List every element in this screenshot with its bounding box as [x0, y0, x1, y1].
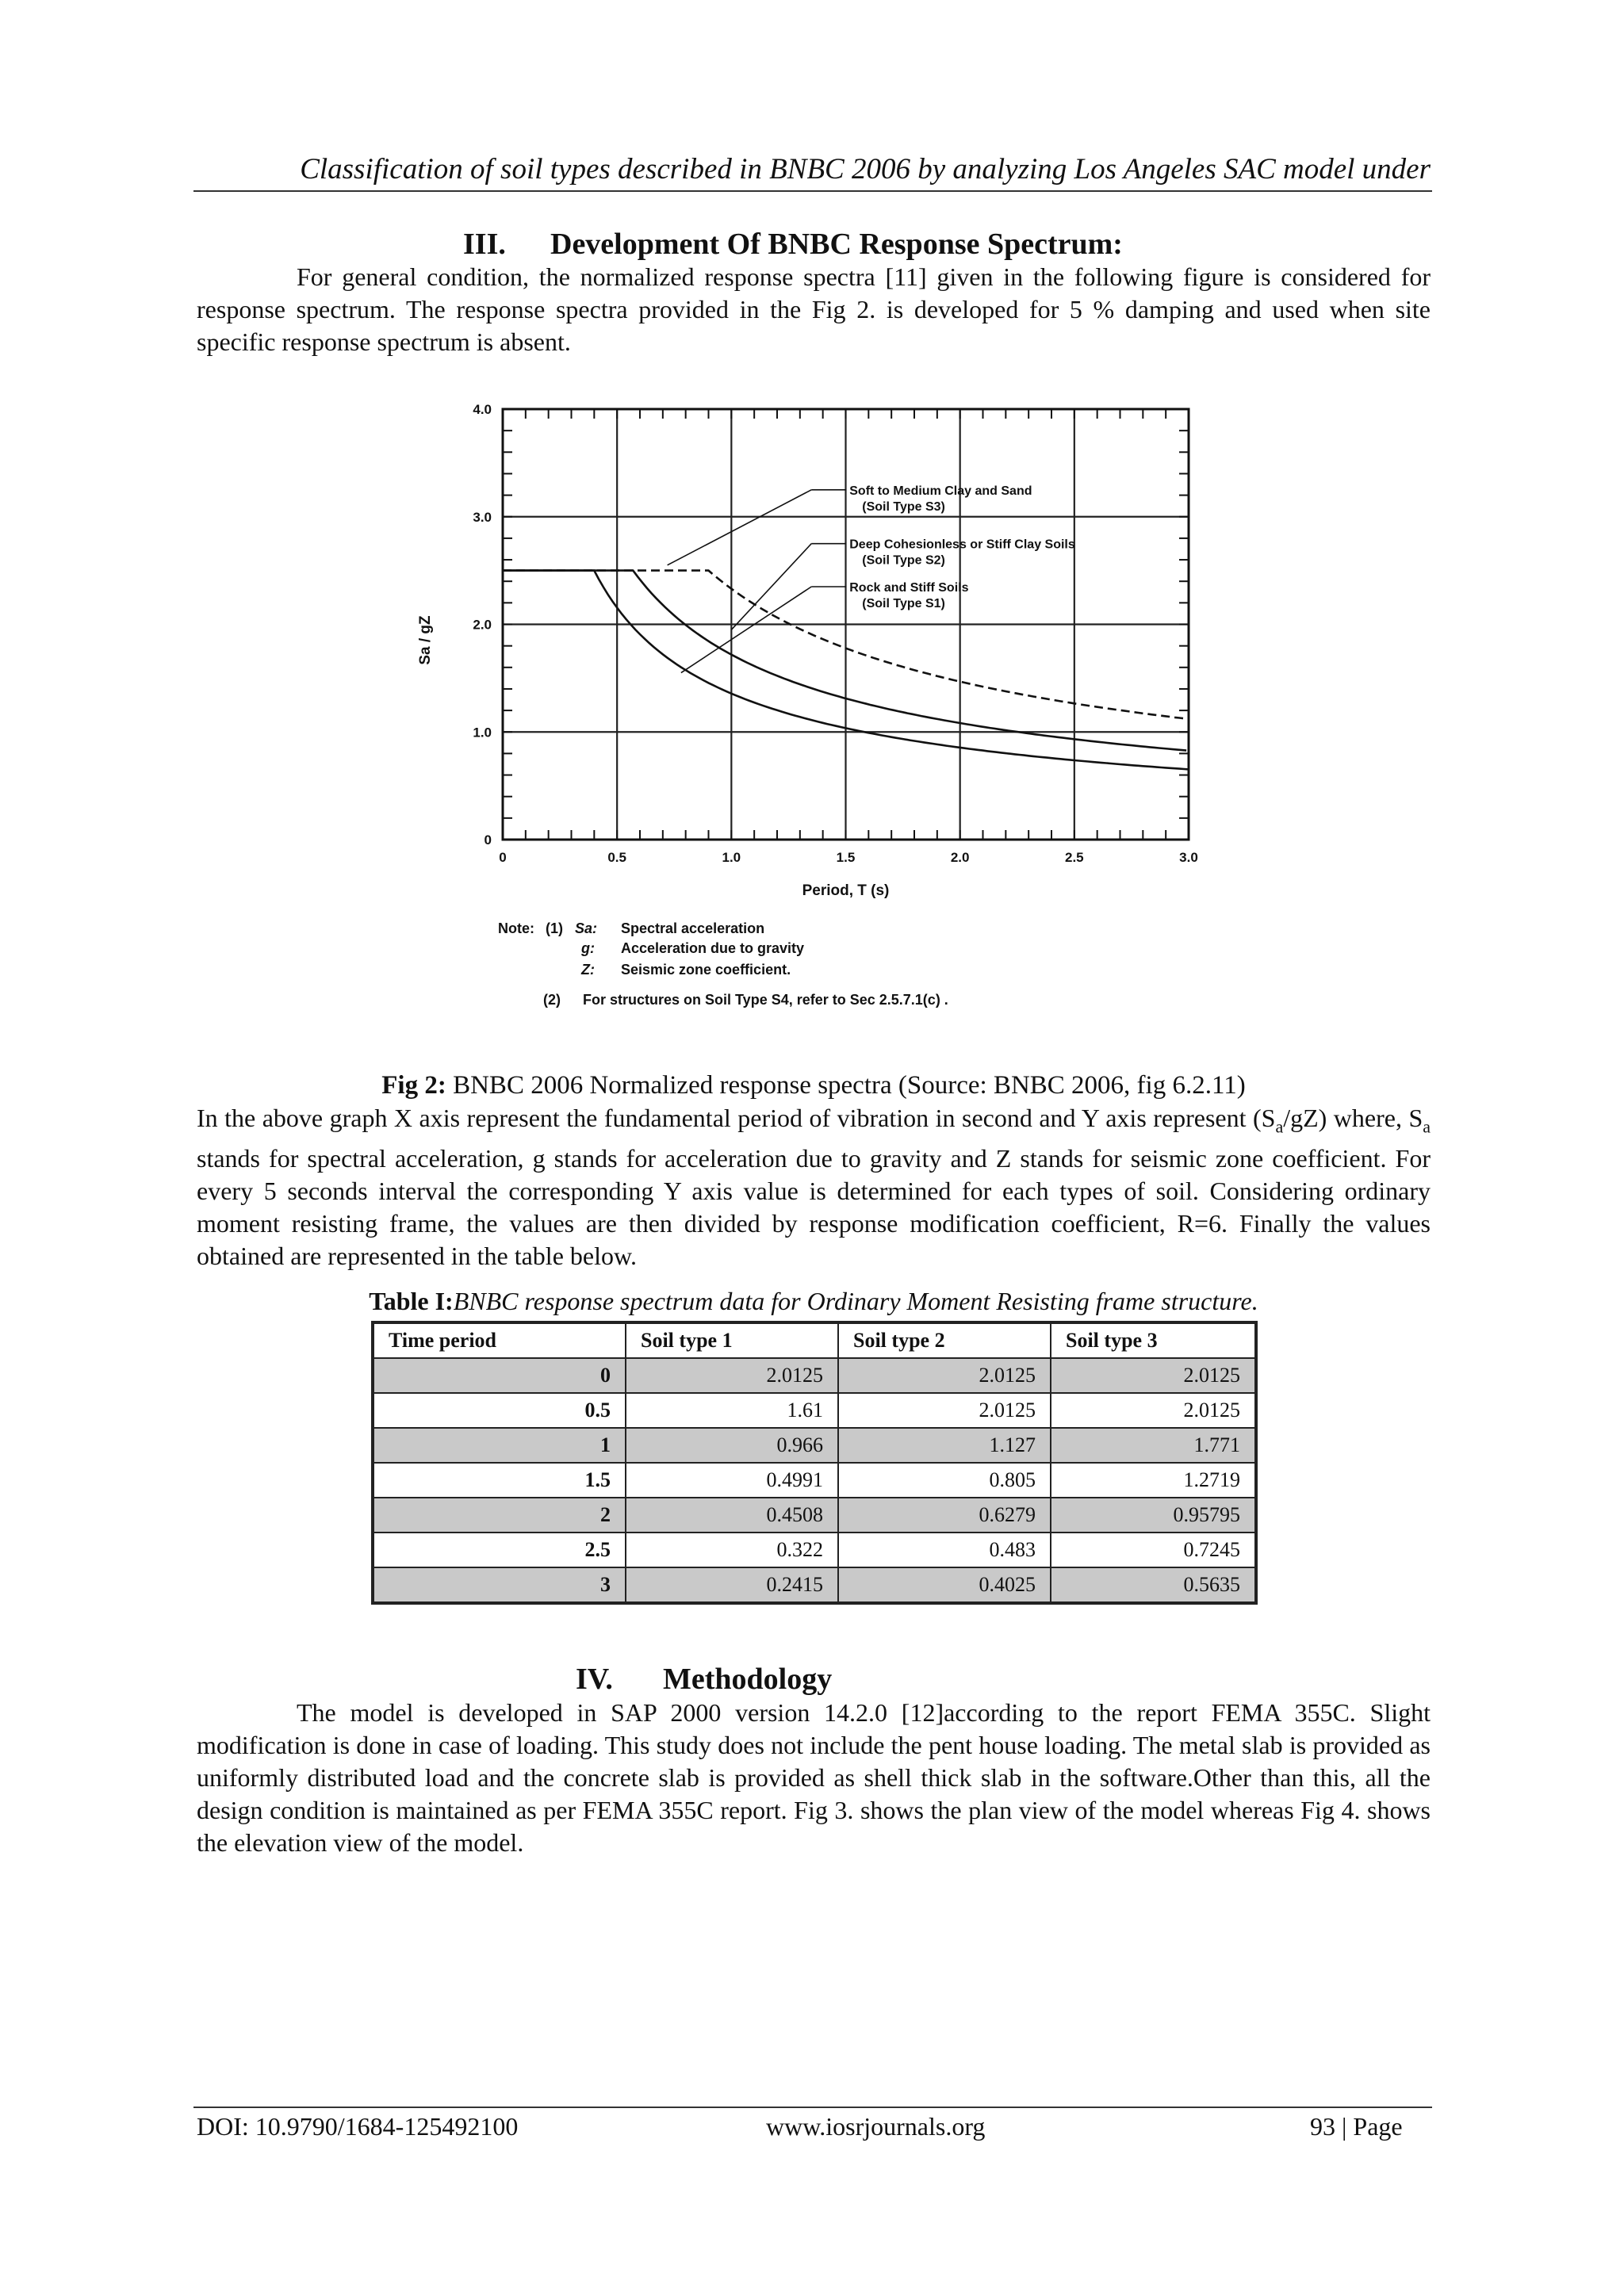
cell-soil2: 2.0125	[838, 1393, 1051, 1428]
footer-doi: DOI: 10.9790/1684-125492100	[197, 2112, 519, 2141]
note-g-text: Acceleration due to gravity	[621, 940, 805, 956]
x-tick-label: 1.5	[836, 850, 856, 865]
cell-soil2: 0.805	[838, 1463, 1051, 1498]
note-1-marker: (1)	[546, 920, 563, 936]
table-caption-text: BNBC response spectrum data for Ordinary Moment Resisting frame structure.	[453, 1287, 1258, 1315]
table-row	[373, 1358, 1256, 1393]
chart-labels	[417, 402, 1198, 899]
cell-soil1: 0.4991	[626, 1463, 838, 1498]
note-2-text: For structures on Soil Type S4, refer to Sec 2.5.7.1(c) .	[583, 992, 948, 1008]
cell-soil3: 1.771	[1051, 1428, 1256, 1463]
table-row	[373, 1533, 1256, 1567]
cell-soil1: 0.4508	[626, 1498, 838, 1533]
table-header-row	[373, 1322, 1256, 1358]
y-tick-label: 0	[484, 832, 492, 848]
cell-soil2: 2.0125	[838, 1358, 1051, 1393]
leader-s1	[681, 587, 811, 673]
cell-soil1: 0.2415	[626, 1567, 838, 1603]
cell-soil3: 1.2719	[1051, 1463, 1256, 1498]
section-3-paragraph: For general condition, the normalized response spectra [11] given in the following figure is considered for response spectrum. The response spectra provided in the Fig 2. is developed for 5 % damping and used when site specific response spectrum is absent.	[197, 262, 1431, 356]
x-tick-label: 1.0	[722, 850, 741, 865]
note-label: Note:	[498, 920, 534, 936]
cell-soil2: 0.4025	[838, 1567, 1051, 1603]
cell-time: 3	[373, 1567, 626, 1603]
y-tick-label: 1.0	[473, 725, 492, 740]
note-sa-symbol: Sa:	[575, 920, 598, 936]
table-1-caption	[197, 1287, 1431, 1316]
footer-rule	[193, 2107, 1432, 2108]
note-sa-text: Spectral acceleration	[621, 920, 765, 936]
cell-time: 0	[373, 1358, 626, 1393]
cell-time: 2.5	[373, 1533, 626, 1567]
cell-soil2: 0.483	[838, 1533, 1051, 1567]
th-soil-type-2: Soil type 2	[838, 1322, 1051, 1358]
figure-caption-text: BNBC 2006 Normalized response spectra (Source: BNBC 2006, fig 6.2.11)	[446, 1071, 1246, 1100]
para2-sub-a1: a	[1275, 1116, 1284, 1137]
para2-line1-end: /gZ)	[1283, 1104, 1327, 1132]
y-tick-label: 3.0	[473, 509, 492, 525]
response-spectrum-chart	[381, 381, 1269, 1031]
section-3-number: III.	[463, 228, 506, 261]
cell-soil1: 2.0125	[626, 1358, 838, 1393]
table-row	[373, 1428, 1256, 1463]
th-soil-type-3: Soil type 3	[1051, 1322, 1256, 1358]
cell-time: 2	[373, 1498, 626, 1533]
x-tick-label: 3.0	[1179, 850, 1198, 865]
para2-line1: In the above graph X axis represent the fundamental period of vibration in second and Y axis represent (S	[197, 1104, 1276, 1132]
cell-soil3: 0.5635	[1051, 1567, 1256, 1603]
cell-soil1: 0.966	[626, 1428, 838, 1463]
cell-time: 1	[373, 1428, 626, 1463]
x-axis-label: Period, T (s)	[802, 882, 890, 899]
cell-soil3: 0.95795	[1051, 1498, 1256, 1533]
figure-2	[381, 381, 1269, 1031]
chart-grid	[503, 409, 1189, 840]
table-row	[373, 1393, 1256, 1428]
response-spectrum-table	[371, 1321, 1258, 1605]
note-2-marker: (2)	[543, 992, 561, 1008]
cell-soil1: 1.61	[626, 1393, 838, 1428]
note-z-symbol: Z:	[581, 962, 595, 978]
table-row	[373, 1498, 1256, 1533]
series-label-line2: (Soil Type S1)	[862, 596, 945, 610]
cell-soil2: 0.6279	[838, 1498, 1051, 1533]
note-z-text: Seismic zone coefficient.	[621, 962, 791, 978]
para2-where: where, S	[1327, 1104, 1423, 1132]
x-tick-label: 0	[499, 850, 507, 865]
x-tick-label: 2.5	[1065, 850, 1084, 865]
leader-s2	[731, 544, 811, 630]
table-caption-label: Table I:	[369, 1287, 454, 1315]
y-tick-label: 2.0	[473, 617, 492, 633]
series-label-line1: Soft to Medium Clay and Sand	[849, 484, 1032, 498]
table-row	[373, 1463, 1256, 1498]
section-3-heading	[463, 227, 1123, 262]
x-tick-label: 0.5	[607, 850, 626, 865]
footer-website: www.iosrjournals.org	[766, 2112, 986, 2141]
series-line-s2	[503, 571, 1186, 751]
section-4-heading	[576, 1662, 832, 1697]
table-row	[373, 1567, 1256, 1603]
figure-caption-label: Fig 2:	[381, 1071, 446, 1100]
section-3-title: Development Of BNBC Response Spectrum:	[550, 228, 1123, 261]
cell-soil3: 2.0125	[1051, 1393, 1256, 1428]
cell-soil3: 2.0125	[1051, 1358, 1256, 1393]
series-label-line1: Deep Cohesionless or Stiff Clay Soils	[849, 538, 1075, 552]
cell-time: 1.5	[373, 1463, 626, 1498]
running-head: Classification of soil types described in BNBC 2006 by analyzing Los Angeles SAC model under	[300, 153, 1431, 186]
x-tick-label: 2.0	[950, 850, 970, 865]
cell-soil1: 0.322	[626, 1533, 838, 1567]
cell-soil2: 1.127	[838, 1428, 1051, 1463]
th-time-period: Time period	[373, 1322, 626, 1358]
y-axis-label: Sa / gZ	[417, 615, 434, 665]
series-label-line2: (Soil Type S3)	[862, 499, 945, 514]
footer-page-number: 93 | Page	[1310, 2112, 1403, 2141]
para2-rest: stands for spectral acceleration, g stands for acceleration due to gravity and Z stands for seismic zone coefficient. For every 5 seconds interval the corresponding Y axis value is determined for each types of soil. Considering ordinary moment resisting frame, the values are then divided by response modification coefficient, R=6. Finally the values obtained are represented in the table below.	[197, 1144, 1431, 1271]
leader-s3	[668, 490, 812, 565]
section-4-number: IV.	[576, 1663, 613, 1696]
series-label-line2: (Soil Type S2)	[862, 553, 945, 568]
section-4-title: Methodology	[663, 1663, 833, 1696]
th-soil-type-1: Soil type 1	[626, 1322, 838, 1358]
cell-time: 0.5	[373, 1393, 626, 1428]
paragraph-graph-explanation	[197, 1102, 1431, 1272]
header-rule	[193, 190, 1432, 192]
section-4-paragraph: The model is developed in SAP 2000 version 14.2.0 [12]according to the report FEMA 355C. Slight modification is done in case of loading. This study does not include the pent house loading. The metal slab is provided as uniformly distributed load and the concrete slab is provided as shell thick slab in the software.Other than this, all the design condition is maintained as per FEMA 355C report. Fig 3. shows the plan view of the model whereas Fig 4. shows the elevation view of the model.	[197, 1698, 1431, 1857]
para2-sub-a2: a	[1423, 1116, 1431, 1137]
note-g-symbol: g:	[581, 940, 595, 956]
cell-soil3: 0.7245	[1051, 1533, 1256, 1567]
series-label-line1: Rock and Stiff Soils	[849, 580, 969, 595]
y-tick-label: 4.0	[473, 402, 492, 417]
figure-2-caption	[197, 1071, 1431, 1100]
